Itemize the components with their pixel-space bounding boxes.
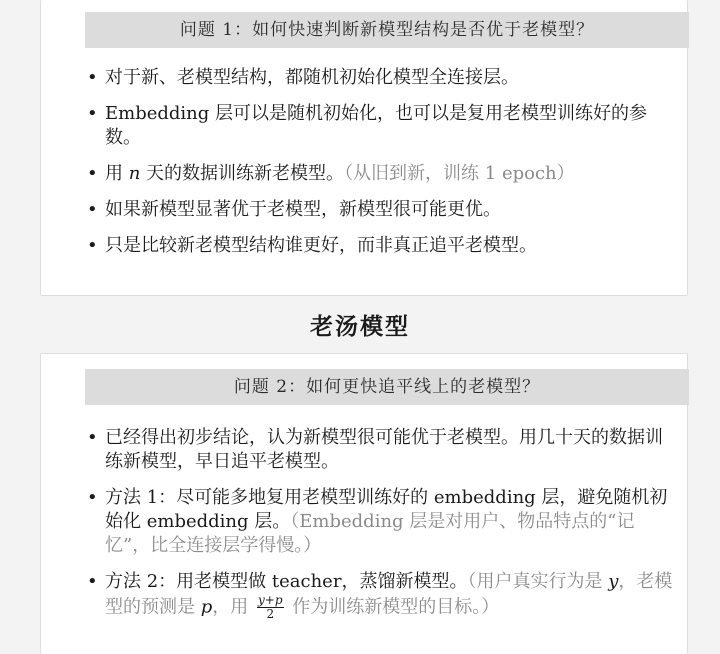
text: 用 xyxy=(105,163,129,184)
note-text: ，老模型的预测是 xyxy=(105,571,673,618)
question-2-card xyxy=(40,353,688,654)
fraction xyxy=(257,594,284,621)
section-title: 老汤模型 xyxy=(310,313,410,340)
list-item: • 已经得出初步结论，认为新模型很可能优于老模型。用几十天的数据训练新模型，早日追平老模型。 xyxy=(87,426,677,474)
list-item: • 对于新、老模型结构，都随机初始化模型全连接层。 xyxy=(87,66,677,90)
note-text: （用户真实行为是 xyxy=(467,571,609,592)
method-2-text: 方法 2：用老模型做 teacher，蒸馏新模型。 xyxy=(105,571,468,592)
question-2-title: 问题 2：如何更快追平线上的老模型？ xyxy=(85,369,689,405)
question-1-title: 问题 1：如何快速判断新模型结构是否优于老模型？ xyxy=(85,12,689,48)
method-1-text: 方法 1：尽可能多地复用老模型训练好的 embedding 层，避免随机初始化 embedding 层。 xyxy=(105,487,668,532)
note-text: （Embedding 层是对用户、物品特点的“记忆”，比全连接层学得慢。） xyxy=(105,511,635,556)
list-item xyxy=(87,162,677,186)
list-item xyxy=(87,486,677,558)
list-item: • 如果新模型显著优于老模型，新模型很可能更优。 xyxy=(87,198,677,222)
question-1-list xyxy=(87,66,677,270)
list-item: • Embedding 层可以是随机初始化，也可以是复用老模型训练好的参数。 xyxy=(87,102,677,150)
note-text: 作为训练新模型的目标。） xyxy=(286,596,500,618)
list-item: • 只是比较新老模型结构谁更好，而非真正追平老模型。 xyxy=(87,234,677,258)
math-variable-y: y xyxy=(608,571,619,592)
fraction-denominator: 2 xyxy=(266,607,275,621)
list-item xyxy=(87,570,677,621)
question-1-card xyxy=(40,0,688,296)
note-text: （从旧到新，训练 1 epoch） xyxy=(344,163,575,184)
fraction-numerator: y+p xyxy=(258,593,283,607)
math-variable-p: p xyxy=(200,596,213,618)
math-variable-n: n xyxy=(128,163,141,184)
text: 天的数据训练新老模型。 xyxy=(140,163,345,184)
note-text: ，用 xyxy=(212,596,254,618)
question-2-list xyxy=(87,426,677,633)
